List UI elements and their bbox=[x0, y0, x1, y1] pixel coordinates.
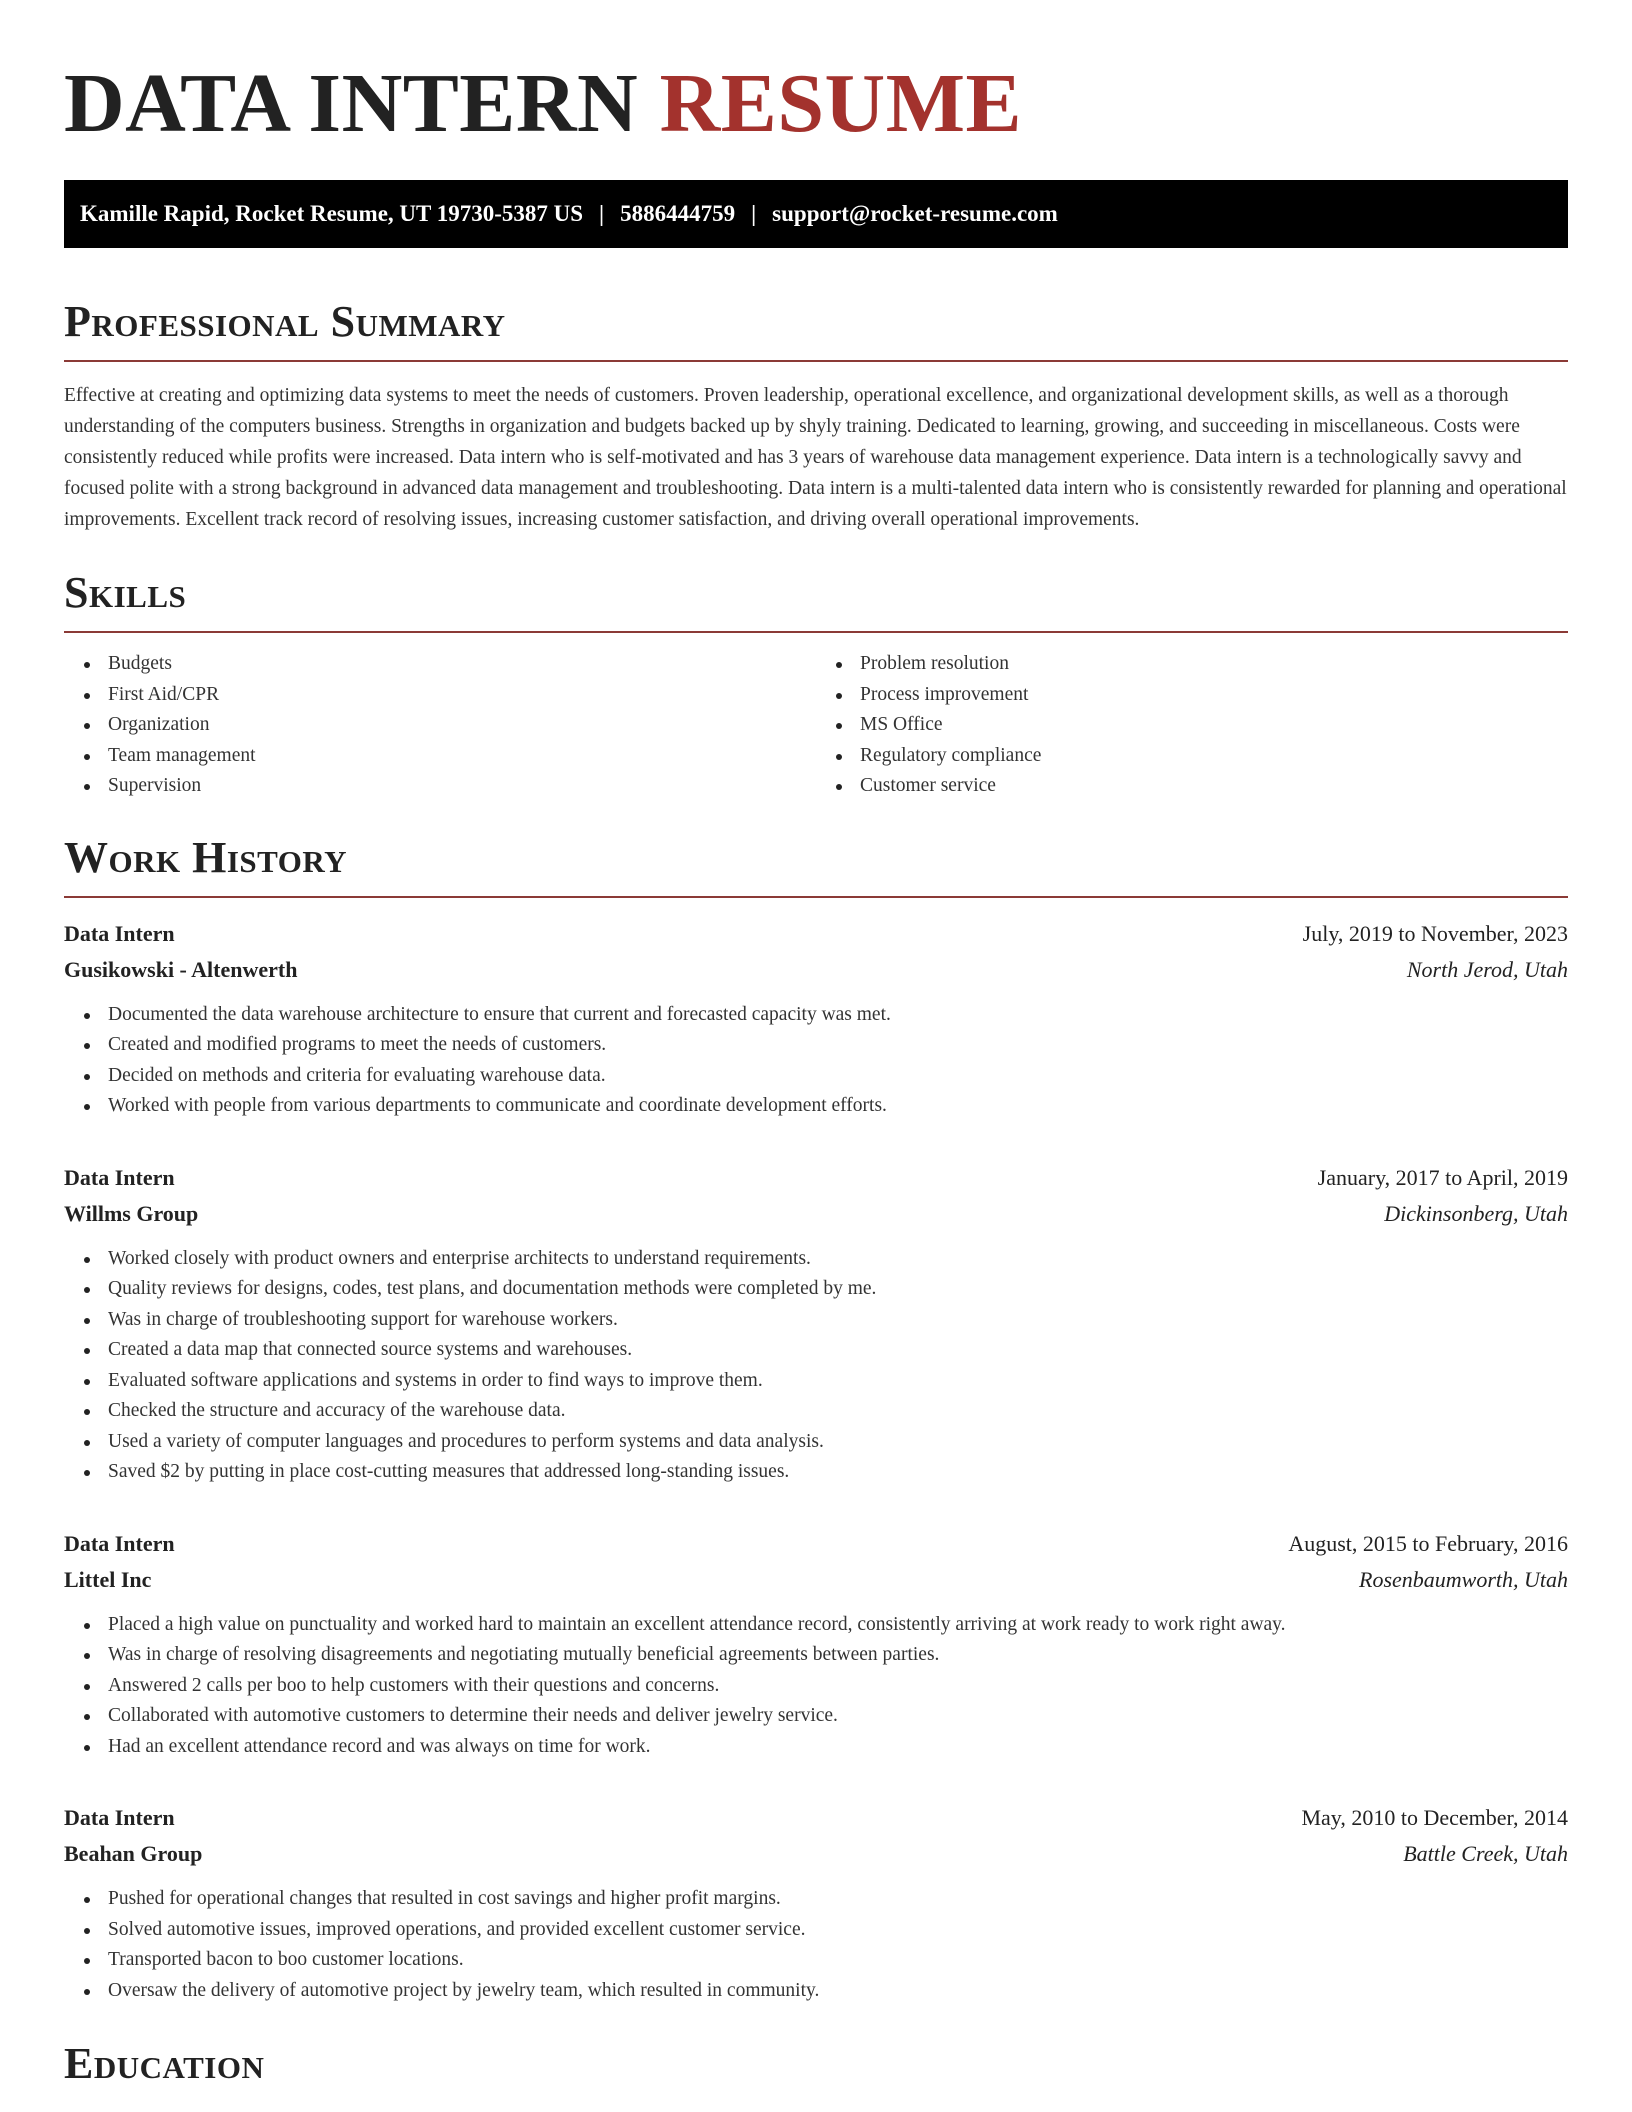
job-company: Littel Inc bbox=[64, 1566, 152, 1592]
skill-item: Problem resolution bbox=[816, 649, 1568, 680]
skill-item: Team management bbox=[64, 741, 816, 772]
job-duty: Answered 2 calls per boo to help customers with their questions and concerns. bbox=[64, 1671, 1568, 1702]
job-dates: May, 2010 to December, 2014 bbox=[1301, 1805, 1568, 1830]
job-dates: July, 2019 to November, 2023 bbox=[1302, 920, 1568, 946]
job-entry bbox=[64, 1160, 1568, 1488]
job-duty: Decided on methods and criteria for evaluating warehouse data. bbox=[64, 1061, 1568, 1092]
job-duty: Documented the data warehouse architecture to ensure that current and forecasted capacity was met. bbox=[64, 1000, 1568, 1031]
contact-separator: | bbox=[599, 201, 605, 226]
contact-separator: | bbox=[751, 201, 757, 226]
skills-column-right bbox=[816, 649, 1568, 802]
job-duties bbox=[64, 1884, 1568, 2006]
job-location: North Jerod, Utah bbox=[1406, 956, 1568, 982]
skill-item: Budgets bbox=[64, 649, 816, 680]
job-company-row bbox=[64, 1836, 1568, 1872]
summary-section bbox=[64, 297, 1568, 535]
title-main: DATA INTERN bbox=[64, 57, 639, 150]
job-location: Rosenbaumworth, Utah bbox=[1359, 1566, 1568, 1592]
job-duty: Worked closely with product owners and enterprise architects to understand requirements. bbox=[64, 1244, 1568, 1275]
job-company-row bbox=[64, 952, 1568, 988]
skill-item: MS Office bbox=[816, 710, 1568, 741]
job-company: Gusikowski - Altenwerth bbox=[64, 956, 298, 982]
job-header-row bbox=[64, 1160, 1568, 1196]
job-dates: August, 2015 to February, 2016 bbox=[1288, 1530, 1568, 1556]
job-header-row bbox=[64, 1526, 1568, 1562]
job-duty: Had an excellent attendance record and was always on time for work. bbox=[64, 1732, 1568, 1763]
skills-section bbox=[64, 568, 1568, 802]
job-dates: January, 2017 to April, 2019 bbox=[1317, 1164, 1568, 1190]
skills-grid bbox=[64, 649, 1568, 802]
skill-item: Process improvement bbox=[816, 680, 1568, 711]
job-title: Data Intern bbox=[64, 920, 175, 946]
skill-item: Organization bbox=[64, 710, 816, 741]
section-divider bbox=[64, 896, 1568, 898]
work-history-heading: Work History bbox=[64, 832, 348, 882]
summary-heading: Professional Summary bbox=[64, 297, 506, 346]
job-entry bbox=[64, 1800, 1568, 2006]
job-duty: Oversaw the delivery of automotive project by jewelry team, which resulted in community. bbox=[64, 1976, 1568, 2007]
job-header-row bbox=[64, 916, 1568, 952]
job-duty: Placed a high value on punctuality and worked hard to maintain an excellent attendance record, consistently arriving at work ready to work right away. bbox=[64, 1610, 1568, 1641]
education-heading: Education bbox=[64, 2039, 265, 2088]
job-duty: Checked the structure and accuracy of the warehouse data. bbox=[64, 1396, 1568, 1427]
resume-title bbox=[64, 57, 1568, 150]
section-divider bbox=[64, 631, 1568, 633]
contact-address: Kamille Rapid, Rocket Resume, UT 19730-5387 US bbox=[80, 201, 584, 226]
job-duty: Pushed for operational changes that resulted in cost savings and higher profit margins. bbox=[64, 1884, 1568, 1915]
job-duty: Worked with people from various departments to communicate and coordinate development efforts. bbox=[64, 1091, 1568, 1122]
job-duty: Was in charge of troubleshooting support for warehouse workers. bbox=[64, 1305, 1568, 1336]
skills-column-left bbox=[64, 649, 816, 802]
job-duty: Created and modified programs to meet the needs of customers. bbox=[64, 1030, 1568, 1061]
job-duty: Quality reviews for designs, codes, test plans, and documentation methods were completed by me. bbox=[64, 1274, 1568, 1305]
education-section bbox=[64, 2039, 1568, 2088]
skill-item: Customer service bbox=[816, 771, 1568, 802]
summary-text: Effective at creating and optimizing data systems to meet the needs of customers. Proven leadership, operational excellence, and organizational development skills, as well as a thorough understanding of the computers business. Strengths in organization and budgets backed up by shyly training. Dedicated to learning, growing, and succeeding in miscellaneous. Costs were consistently reduced while profits were increased. Data intern who is self-motivated and has 3 years of warehouse data management experience. Data intern is a technologically savvy and focused polite with a strong background in advanced data management and troubleshooting. Data intern is a multi-talented data intern who is consistently rewarded for planning and operational improvements. Excellent track record of resolving issues, increasing customer satisfaction, and driving overall operational improvements. bbox=[64, 385, 1567, 530]
job-entry bbox=[64, 1526, 1568, 1763]
job-location: Battle Creek, Utah bbox=[1403, 1841, 1568, 1866]
job-location: Dickinsonberg, Utah bbox=[1384, 1200, 1568, 1226]
work-history-section bbox=[64, 832, 1568, 2007]
job-duties bbox=[64, 1610, 1568, 1763]
job-duties bbox=[64, 1244, 1568, 1488]
job-header-row bbox=[64, 1800, 1568, 1836]
job-entry bbox=[64, 916, 1568, 1122]
job-title: Data Intern bbox=[64, 1164, 175, 1190]
job-title: Data Intern bbox=[64, 1530, 175, 1556]
job-company-row bbox=[64, 1562, 1568, 1598]
job-duty: Evaluated software applications and systems in order to find ways to improve them. bbox=[64, 1366, 1568, 1397]
contact-phone: 5886444759 bbox=[620, 201, 736, 226]
job-duty: Saved $2 by putting in place cost-cutting measures that addressed long-standing issues. bbox=[64, 1457, 1568, 1488]
job-company: Willms Group bbox=[64, 1200, 199, 1226]
job-company-row bbox=[64, 1196, 1568, 1232]
contact-bar bbox=[64, 180, 1568, 248]
job-duties bbox=[64, 1000, 1568, 1122]
skill-item: First Aid/CPR bbox=[64, 680, 816, 711]
job-company: Beahan Group bbox=[64, 1841, 203, 1866]
job-duty: Created a data map that connected source systems and warehouses. bbox=[64, 1335, 1568, 1366]
job-title: Data Intern bbox=[64, 1805, 175, 1830]
job-duty: Transported bacon to boo customer locations. bbox=[64, 1945, 1568, 1976]
job-duty: Was in charge of resolving disagreements and negotiating mutually beneficial agreements between parties. bbox=[64, 1640, 1568, 1671]
skill-item: Supervision bbox=[64, 771, 816, 802]
job-duty: Solved automotive issues, improved operations, and provided excellent customer service. bbox=[64, 1915, 1568, 1946]
contact-email: support@rocket-resume.com bbox=[772, 201, 1058, 226]
title-accent: RESUME bbox=[659, 57, 1023, 150]
skill-item: Regulatory compliance bbox=[816, 741, 1568, 772]
job-duty: Collaborated with automotive customers to determine their needs and deliver jewelry service. bbox=[64, 1701, 1568, 1732]
skills-heading: Skills bbox=[64, 568, 187, 617]
job-duty: Used a variety of computer languages and procedures to perform systems and data analysis. bbox=[64, 1427, 1568, 1458]
section-divider bbox=[64, 360, 1568, 362]
